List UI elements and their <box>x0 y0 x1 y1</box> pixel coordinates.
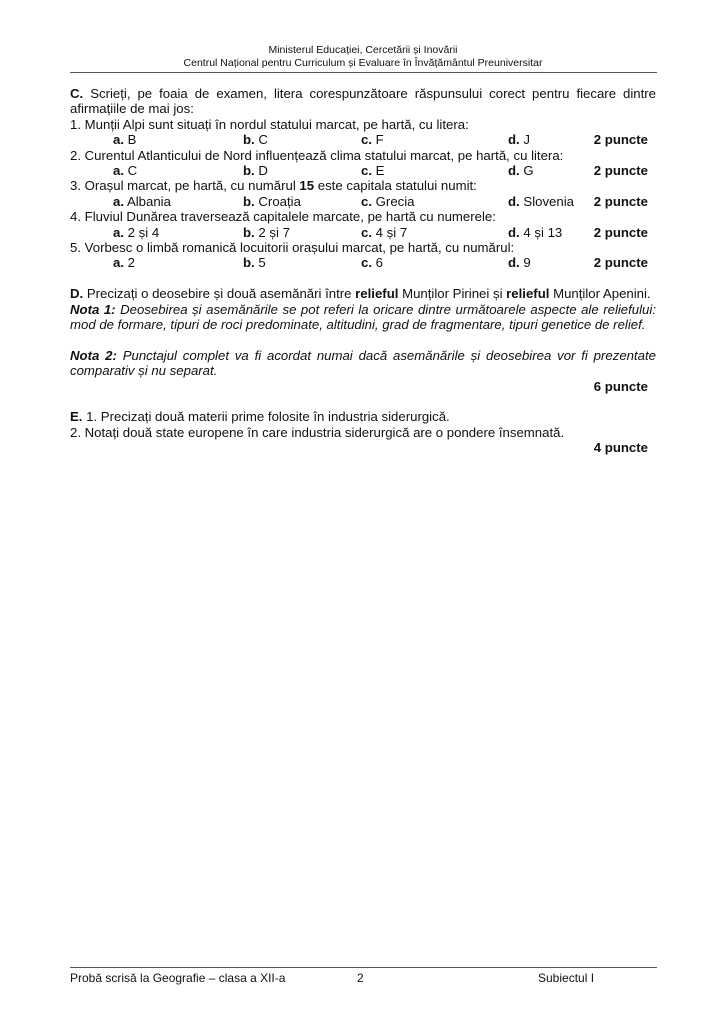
spacer <box>70 394 656 409</box>
option-b: b. D <box>243 163 268 179</box>
keyword-relief: relieful <box>506 286 550 302</box>
spacer <box>70 332 656 347</box>
option-b: b. 5 <box>243 255 266 271</box>
option-c: c. F <box>361 132 384 148</box>
option-a: a. B <box>113 132 137 148</box>
nota-1 <box>70 302 656 333</box>
question-2 <box>70 148 656 179</box>
question-5 <box>70 240 656 271</box>
section-d-letter: D. <box>70 286 84 302</box>
footer-exam-title: Probă scrisă la Geografie – clasa a XII-a <box>70 971 286 985</box>
question-1 <box>70 117 656 148</box>
section-d-task: D. Precizați o deosebire și două asemănări între relieful Munților Pirinei și relieful Munților Apenini. <box>70 286 651 302</box>
nota-2-text: Punctajul complet va fi acordat numai dacă asemănările și deosebirea vor fi prezentate comparativ și nu separat. <box>70 347 657 379</box>
footer-divider <box>70 967 657 968</box>
keyword-relief: relieful <box>355 286 399 302</box>
nota-2 <box>70 348 656 379</box>
option-b: b. Croația <box>243 193 301 209</box>
section-e-points: 4 puncte <box>593 440 648 456</box>
option-b: b. 2 și 7 <box>243 224 290 240</box>
option-d: d. 9 <box>508 255 531 271</box>
question-text: 3. Orașul marcat, pe hartă, cu numărul 15 este capitala statului numit: <box>70 178 477 194</box>
question-text: 5. Vorbesc o limbă romanică locuitorii orașului marcat, pe hartă, cu numărul: <box>70 240 515 255</box>
option-c: c. 4 și 7 <box>361 224 408 240</box>
question-points: 2 puncte <box>593 193 648 209</box>
section-d-points: 6 puncte <box>593 378 648 394</box>
nota-1-label: Nota 1: <box>70 301 116 317</box>
option-c: c. E <box>361 163 385 179</box>
option-d: d. 4 și 13 <box>508 224 563 240</box>
question-text: 1. Munții Alpi sunt situați în nordul statului marcat, pe hartă, cu litera: <box>70 116 469 132</box>
page-header <box>70 44 656 70</box>
city-number: 15 <box>299 178 315 194</box>
question-points: 2 puncte <box>593 255 648 271</box>
answer-options <box>70 132 656 147</box>
option-c: c. Grecia <box>361 193 415 209</box>
option-c: c. 6 <box>361 255 384 271</box>
question-points: 2 puncte <box>593 132 648 148</box>
header-ministry: Ministerul Educației, Cercetării și Inovării <box>268 44 458 56</box>
answer-options <box>70 255 656 270</box>
question-text: 2. Curentul Atlanticului de Nord influențează clima statului marcat, pe hartă, cu litera: <box>70 147 564 163</box>
spacer <box>70 271 656 286</box>
answer-options <box>70 163 656 178</box>
option-a: a. 2 și 4 <box>113 224 160 240</box>
option-b: b. C <box>243 132 268 148</box>
answer-options <box>70 225 656 240</box>
page-number: 2 <box>357 971 364 985</box>
question-text: 4. Fluviul Dunărea traversează capitalele marcate, pe hartă cu numerele: <box>70 209 496 225</box>
option-a: a. C <box>113 163 138 179</box>
option-d: d. J <box>508 132 530 148</box>
section-e-letter: E. <box>70 409 83 425</box>
question-points: 2 puncte <box>593 224 648 240</box>
option-a: a. 2 <box>113 255 136 271</box>
header-center: Centrul Național pentru Curriculum și Evaluare în Învățământul Preuniversitar <box>183 57 543 69</box>
section-e-item-1: E. 1. Precizați două materii prime folosite în industria siderurgică. <box>70 409 450 425</box>
section-e-item-2: 2. Notați două state europene în care industria siderurgică are o pondere însemnată. <box>70 424 565 440</box>
option-d: d. G <box>508 163 534 179</box>
header-divider <box>70 72 657 73</box>
option-a: a. Albania <box>113 193 171 209</box>
question-3 <box>70 178 656 209</box>
footer-subject: Subiectul I <box>538 971 595 985</box>
question-points: 2 puncte <box>593 163 648 179</box>
nota-1-text: Deosebirea și asemănările se pot referi la oricare dintre următoarele aspecte ale reliefului: mod de formare, tipuri de roci predominate, altitudini, grad de fragmentare, tipuri genetice de relief. <box>70 301 656 332</box>
nota-2-label: Nota 2: <box>70 347 117 363</box>
question-4 <box>70 209 656 240</box>
page-content <box>70 86 656 456</box>
answer-options <box>70 194 656 209</box>
section-c-letter: C. <box>70 86 84 101</box>
option-d: d. Slovenia <box>508 193 574 209</box>
section-c-intro <box>70 86 656 117</box>
section-c-instructions: Scrieți, pe foaia de examen, litera corespunzătoare răspunsului corect pentru fiecare dintre afirmațiile de mai jos: <box>70 86 656 117</box>
